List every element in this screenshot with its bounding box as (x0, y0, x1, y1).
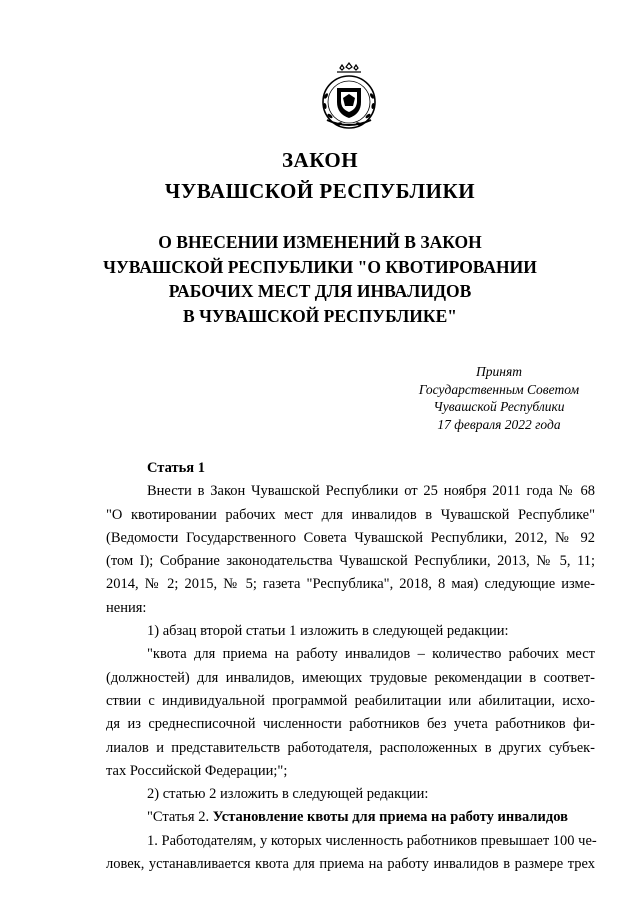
adoption-line: Принят (476, 364, 522, 379)
body-line: "О квотировании рабочих мест для инвалидов в Чувашской Республике" (106, 506, 595, 523)
body-line: (должностей) для инвалидов, имеющих трудовые рекомендации в соответ- (106, 669, 595, 686)
law-subtitle (0, 230, 640, 328)
article-1 (106, 457, 595, 876)
adoption-line: Чувашской Республики (433, 399, 565, 414)
law-republic-title: ЧУВАШСКОЙ РЕСПУБЛИКИ (164, 179, 476, 203)
adoption-note (380, 363, 618, 433)
subtitle-line: РАБОЧИХ МЕСТ ДЛЯ ИНВАЛИДОВ (168, 281, 472, 301)
law-title: ЗАКОН (281, 148, 359, 172)
body-line: ствии с индивидуальной программой реабилитации или абилитации, исхо- (106, 692, 595, 709)
body-line: Внести в Закон Чувашской Республики от 25 ноября 2011 года № 68 (147, 483, 595, 500)
body-line: 2) статью 2 изложить в следующей редакции: (147, 786, 429, 803)
article-2-title: Установление квоты для приема на работу инвалидов (212, 809, 568, 826)
body-line: нения: (106, 599, 147, 616)
subtitle-line: О ВНЕСЕНИИ ИЗМЕНЕНИЙ В ЗАКОН (158, 232, 482, 252)
body-line: лиалов и представительств работодателя, расположенных в других субъек- (106, 739, 595, 756)
body-line: 1. Работодателям, у которых численность работников превышает 100 че- (147, 832, 597, 849)
body-line: дя из среднесписочной численности работников без учета работников фи- (106, 716, 595, 733)
coat-of-arms-icon (313, 62, 385, 132)
adoption-line: Государственным Советом (418, 381, 580, 397)
body-line: ловек, устанавливается квота для приема на работу инвалидов в размере трех (106, 856, 595, 873)
subtitle-line: В ЧУВАШСКОЙ РЕСПУБЛИКЕ" (183, 305, 457, 326)
body-line: 2014, № 2; 2015, № 5; газета "Республика", 2018, 8 мая) следующие изме- (106, 576, 595, 593)
body-line: (том I); Собрание законодательства Чувашской Республики, 2013, № 5, 11; (106, 553, 595, 570)
article-2-heading-line (106, 806, 595, 829)
body-line: "квота для приема на работу инвалидов – количество рабочих мест (147, 646, 595, 663)
adoption-date: 17 февраля 2022 года (437, 416, 561, 432)
body-line: 1) абзац второй статьи 1 изложить в следующей редакции: (147, 623, 509, 640)
article-1-heading: Статья 1 (147, 460, 205, 476)
body-line: (Ведомости Государственного Совета Чувашской Республики, 2012, № 92 (106, 529, 595, 546)
subtitle-line: ЧУВАШСКОЙ РЕСПУБЛИКИ "О КВОТИРОВАНИИ (103, 256, 537, 277)
article-2-prefix: "Статья 2. (147, 809, 213, 826)
body-line: тах Российской Федерации;"; (106, 762, 288, 779)
